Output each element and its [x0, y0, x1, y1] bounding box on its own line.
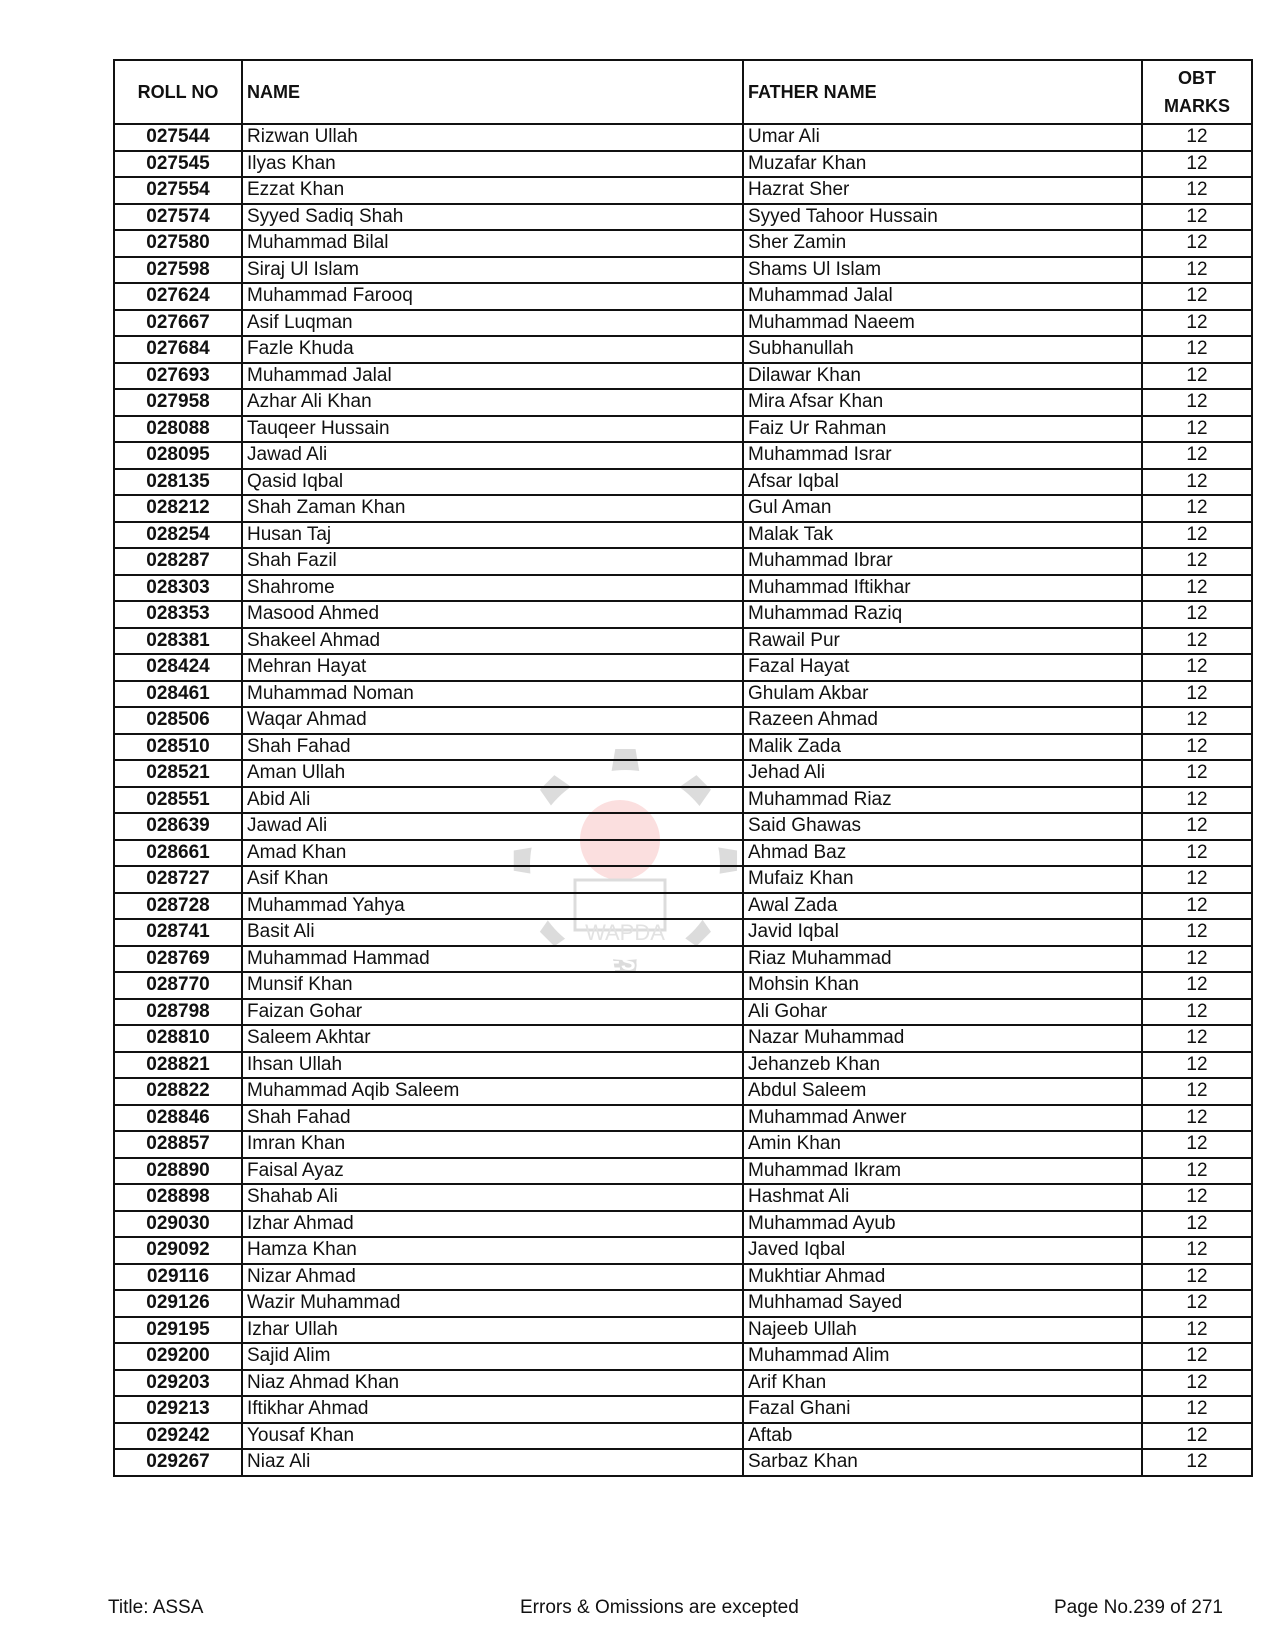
roll-no-cell: 029267 — [114, 1449, 242, 1476]
roll-no-cell: 028287 — [114, 548, 242, 575]
table-row — [114, 1370, 1252, 1397]
obt-marks-cell: 12 — [1142, 1370, 1252, 1397]
name-cell: Muhammad Aqib Saleem — [242, 1078, 743, 1105]
roll-no-cell: 027598 — [114, 257, 242, 284]
table-row — [114, 363, 1252, 390]
roll-no-cell: 028088 — [114, 416, 242, 443]
name-cell: Syyed Sadiq Shah — [242, 204, 743, 231]
roll-no-cell: 028770 — [114, 972, 242, 999]
roll-no-cell: 029126 — [114, 1290, 242, 1317]
table-row — [114, 416, 1252, 443]
father-name-cell: Muhammad Naeem — [743, 310, 1142, 337]
table-row — [114, 522, 1252, 549]
name-cell: Amad Khan — [242, 840, 743, 867]
table-row — [114, 257, 1252, 284]
obt-marks-cell: 12 — [1142, 177, 1252, 204]
roll-no-cell: 027624 — [114, 283, 242, 310]
obt-marks-cell: 12 — [1142, 230, 1252, 257]
father-name-cell: Jehanzeb Khan — [743, 1052, 1142, 1079]
obt-marks-cell: 12 — [1142, 654, 1252, 681]
father-name-cell: Afsar Iqbal — [743, 469, 1142, 496]
obt-marks-cell: 12 — [1142, 310, 1252, 337]
table-row — [114, 575, 1252, 602]
roll-no-cell: 028521 — [114, 760, 242, 787]
name-cell: Imran Khan — [242, 1131, 743, 1158]
father-name-cell: Muhammad Ikram — [743, 1158, 1142, 1185]
name-cell: Shakeel Ahmad — [242, 628, 743, 655]
obt-marks-cell: 12 — [1142, 972, 1252, 999]
table-row — [114, 469, 1252, 496]
roll-no-cell: 028510 — [114, 734, 242, 761]
table-row — [114, 1211, 1252, 1238]
table-row — [114, 1184, 1252, 1211]
roll-no-cell: 027545 — [114, 151, 242, 178]
father-name-cell: Gul Aman — [743, 495, 1142, 522]
father-name-cell: Nazar Muhammad — [743, 1025, 1142, 1052]
table-row — [114, 601, 1252, 628]
name-cell: Rizwan Ullah — [242, 124, 743, 151]
table-row — [114, 734, 1252, 761]
father-name-cell: Said Ghawas — [743, 813, 1142, 840]
name-cell: Niaz Ali — [242, 1449, 743, 1476]
father-name-cell: Amin Khan — [743, 1131, 1142, 1158]
obt-marks-cell: 12 — [1142, 681, 1252, 708]
name-cell: Abid Ali — [242, 787, 743, 814]
father-name-cell: Razeen Ahmad — [743, 707, 1142, 734]
table-row — [114, 1105, 1252, 1132]
roll-no-cell: 027574 — [114, 204, 242, 231]
father-name-cell: Malik Zada — [743, 734, 1142, 761]
name-cell: Muhammad Noman — [242, 681, 743, 708]
name-cell: Yousaf Khan — [242, 1423, 743, 1450]
name-cell: Ezzat Khan — [242, 177, 743, 204]
name-cell: Faisal Ayaz — [242, 1158, 743, 1185]
table-row — [114, 230, 1252, 257]
obt-marks-cell: 12 — [1142, 522, 1252, 549]
roll-no-cell: 029195 — [114, 1317, 242, 1344]
obt-marks-cell: 12 — [1142, 283, 1252, 310]
watermark-pesco: PESCO — [591, 950, 669, 975]
roll-no-cell: 028461 — [114, 681, 242, 708]
father-name-cell: Sarbaz Khan — [743, 1449, 1142, 1476]
father-name-cell: Riaz Muhammad — [743, 946, 1142, 973]
table-row — [114, 1078, 1252, 1105]
obt-marks-cell: 12 — [1142, 999, 1252, 1026]
name-cell: Siraj Ul Islam — [242, 257, 743, 284]
table-header-row — [114, 60, 1252, 124]
table-row — [114, 628, 1252, 655]
name-cell: Muhammad Bilal — [242, 230, 743, 257]
table-row — [114, 1025, 1252, 1052]
watermark-wapda: WAPDA — [585, 920, 665, 945]
father-name-cell: Rawail Pur — [743, 628, 1142, 655]
father-name-cell: Javid Iqbal — [743, 919, 1142, 946]
name-cell: Saleem Akhtar — [242, 1025, 743, 1052]
father-name-cell: Ghulam Akbar — [743, 681, 1142, 708]
table-row — [114, 1449, 1252, 1476]
roll-no-cell: 028857 — [114, 1131, 242, 1158]
name-cell: Shah Fahad — [242, 1105, 743, 1132]
roll-no-cell: 028551 — [114, 787, 242, 814]
roll-no-cell: 029030 — [114, 1211, 242, 1238]
name-cell: Muhammad Jalal — [242, 363, 743, 390]
roll-no-cell: 028798 — [114, 999, 242, 1026]
table-row — [114, 1131, 1252, 1158]
table-row — [114, 946, 1252, 973]
father-name-cell: Mukhtiar Ahmad — [743, 1264, 1142, 1291]
table-row — [114, 389, 1252, 416]
father-name-cell: Muhammad Israr — [743, 442, 1142, 469]
roll-no-cell: 028424 — [114, 654, 242, 681]
obt-marks-cell: 12 — [1142, 416, 1252, 443]
obt-marks-cell: 12 — [1142, 1184, 1252, 1211]
name-cell: Waqar Ahmad — [242, 707, 743, 734]
table-row — [114, 1237, 1252, 1264]
father-name-cell: Muhammad Ayub — [743, 1211, 1142, 1238]
roll-no-cell: 027958 — [114, 389, 242, 416]
roll-no-cell: 028728 — [114, 893, 242, 920]
roll-no-cell: 028135 — [114, 469, 242, 496]
obt-marks-cell: 12 — [1142, 1052, 1252, 1079]
name-cell: Ihsan Ullah — [242, 1052, 743, 1079]
table-row — [114, 1423, 1252, 1450]
table-row — [114, 760, 1252, 787]
header-obt-marks — [1142, 60, 1252, 124]
name-cell: Muhammad Farooq — [242, 283, 743, 310]
father-name-cell: Muhammad Anwer — [743, 1105, 1142, 1132]
table-row — [114, 787, 1252, 814]
name-cell: Husan Taj — [242, 522, 743, 549]
father-name-cell: Muhammad Jalal — [743, 283, 1142, 310]
roll-no-cell: 029092 — [114, 1237, 242, 1264]
father-name-cell: Malak Tak — [743, 522, 1142, 549]
obt-marks-cell: 12 — [1142, 1025, 1252, 1052]
roll-no-cell: 027580 — [114, 230, 242, 257]
father-name-cell: Muhhamad Sayed — [743, 1290, 1142, 1317]
page-footer — [108, 1597, 1223, 1621]
table-row — [114, 1343, 1252, 1370]
name-cell: Qasid Iqbal — [242, 469, 743, 496]
father-name-cell: Shams Ul Islam — [743, 257, 1142, 284]
father-name-cell: Muhammad Raziq — [743, 601, 1142, 628]
table-row — [114, 177, 1252, 204]
table-row — [114, 442, 1252, 469]
obt-marks-cell: 12 — [1142, 336, 1252, 363]
obt-marks-cell: 12 — [1142, 893, 1252, 920]
obt-marks-cell: 12 — [1142, 1317, 1252, 1344]
father-name-cell: Muhammad Iftikhar — [743, 575, 1142, 602]
roll-no-cell: 027693 — [114, 363, 242, 390]
roll-no-cell: 028639 — [114, 813, 242, 840]
name-cell: Ilyas Khan — [242, 151, 743, 178]
name-cell: Fazle Khuda — [242, 336, 743, 363]
father-name-cell: Subhanullah — [743, 336, 1142, 363]
header-father-name: FATHER NAME — [743, 60, 1142, 124]
father-name-cell: Muhammad Alim — [743, 1343, 1142, 1370]
obt-marks-cell: 12 — [1142, 813, 1252, 840]
table-row — [114, 548, 1252, 575]
roll-no-cell: 028769 — [114, 946, 242, 973]
table-row — [114, 336, 1252, 363]
name-cell: Shah Fahad — [242, 734, 743, 761]
father-name-cell: Muzafar Khan — [743, 151, 1142, 178]
roll-no-cell: 029116 — [114, 1264, 242, 1291]
table-row — [114, 283, 1252, 310]
obt-marks-cell: 12 — [1142, 1343, 1252, 1370]
father-name-cell: Mira Afsar Khan — [743, 389, 1142, 416]
obt-marks-cell: 12 — [1142, 1211, 1252, 1238]
obt-marks-cell: 12 — [1142, 707, 1252, 734]
table-row — [114, 204, 1252, 231]
roll-no-cell: 028898 — [114, 1184, 242, 1211]
father-name-cell: Javed Iqbal — [743, 1237, 1142, 1264]
table-row — [114, 840, 1252, 867]
table-row — [114, 495, 1252, 522]
results-table — [113, 59, 1253, 1477]
roll-no-cell: 028506 — [114, 707, 242, 734]
header-name: NAME — [242, 60, 743, 124]
obt-marks-cell: 12 — [1142, 1105, 1252, 1132]
obt-marks-cell: 12 — [1142, 866, 1252, 893]
name-cell: Hamza Khan — [242, 1237, 743, 1264]
name-cell: Aman Ullah — [242, 760, 743, 787]
name-cell: Azhar Ali Khan — [242, 389, 743, 416]
name-cell: Mehran Hayat — [242, 654, 743, 681]
roll-no-cell: 028353 — [114, 601, 242, 628]
obt-marks-cell: 12 — [1142, 495, 1252, 522]
name-cell: Izhar Ahmad — [242, 1211, 743, 1238]
name-cell: Shahab Ali — [242, 1184, 743, 1211]
father-name-cell: Arif Khan — [743, 1370, 1142, 1397]
roll-no-cell: 027684 — [114, 336, 242, 363]
obt-marks-cell: 12 — [1142, 204, 1252, 231]
table-row — [114, 681, 1252, 708]
roll-no-cell: 028095 — [114, 442, 242, 469]
roll-no-cell: 028254 — [114, 522, 242, 549]
footer-title: Title: ASSA — [108, 1597, 204, 1618]
obt-marks-cell: 12 — [1142, 946, 1252, 973]
table-row — [114, 972, 1252, 999]
table-row — [114, 866, 1252, 893]
roll-no-cell: 029203 — [114, 1370, 242, 1397]
obt-marks-cell: 12 — [1142, 1158, 1252, 1185]
father-name-cell: Hashmat Ali — [743, 1184, 1142, 1211]
name-cell: Sajid Alim — [242, 1343, 743, 1370]
obt-marks-cell: 12 — [1142, 1078, 1252, 1105]
roll-no-cell: 027554 — [114, 177, 242, 204]
name-cell: Muhammad Yahya — [242, 893, 743, 920]
header-obt-marks-line2: MARKS — [1164, 96, 1230, 116]
obt-marks-cell: 12 — [1142, 151, 1252, 178]
roll-no-cell: 029242 — [114, 1423, 242, 1450]
father-name-cell: Mohsin Khan — [743, 972, 1142, 999]
table-body — [114, 124, 1252, 1476]
name-cell: Wazir Muhammad — [242, 1290, 743, 1317]
father-name-cell: Muhammad Ibrar — [743, 548, 1142, 575]
father-name-cell: Fazal Ghani — [743, 1396, 1142, 1423]
name-cell: Niaz Ahmad Khan — [242, 1370, 743, 1397]
name-cell: Jawad Ali — [242, 813, 743, 840]
header-roll-no: ROLL NO — [114, 60, 242, 124]
obt-marks-cell: 12 — [1142, 575, 1252, 602]
obt-marks-cell: 12 — [1142, 469, 1252, 496]
father-name-cell: Sher Zamin — [743, 230, 1142, 257]
table-row — [114, 999, 1252, 1026]
name-cell: Iftikhar Ahmad — [242, 1396, 743, 1423]
obt-marks-cell: 12 — [1142, 760, 1252, 787]
father-name-cell: Syyed Tahoor Hussain — [743, 204, 1142, 231]
roll-no-cell: 028741 — [114, 919, 242, 946]
roll-no-cell: 027544 — [114, 124, 242, 151]
roll-no-cell: 028212 — [114, 495, 242, 522]
table-row — [114, 654, 1252, 681]
obt-marks-cell: 12 — [1142, 124, 1252, 151]
obt-marks-cell: 12 — [1142, 548, 1252, 575]
name-cell: Shah Zaman Khan — [242, 495, 743, 522]
name-cell: Shah Fazil — [242, 548, 743, 575]
obt-marks-cell: 12 — [1142, 1237, 1252, 1264]
obt-marks-cell: 12 — [1142, 442, 1252, 469]
obt-marks-cell: 12 — [1142, 363, 1252, 390]
roll-no-cell: 028822 — [114, 1078, 242, 1105]
table-row — [114, 919, 1252, 946]
roll-no-cell: 028890 — [114, 1158, 242, 1185]
name-cell: Masood Ahmed — [242, 601, 743, 628]
name-cell: Tauqeer Hussain — [242, 416, 743, 443]
obt-marks-cell: 12 — [1142, 734, 1252, 761]
name-cell: Faizan Gohar — [242, 999, 743, 1026]
table-row — [114, 813, 1252, 840]
father-name-cell: Faiz Ur Rahman — [743, 416, 1142, 443]
name-cell: Muhammad Hammad — [242, 946, 743, 973]
obt-marks-cell: 12 — [1142, 628, 1252, 655]
obt-marks-cell: 12 — [1142, 1449, 1252, 1476]
footer-page-number: Page No.239 of 271 — [1053, 1597, 1223, 1618]
obt-marks-cell: 12 — [1142, 787, 1252, 814]
table-row — [114, 1317, 1252, 1344]
obt-marks-cell: 12 — [1142, 601, 1252, 628]
name-cell: Basit Ali — [242, 919, 743, 946]
obt-marks-cell: 12 — [1142, 840, 1252, 867]
name-cell: Asif Khan — [242, 866, 743, 893]
obt-marks-cell: 12 — [1142, 1396, 1252, 1423]
name-cell: Nizar Ahmad — [242, 1264, 743, 1291]
father-name-cell: Aftab — [743, 1423, 1142, 1450]
obt-marks-cell: 12 — [1142, 1290, 1252, 1317]
father-name-cell: Dilawar Khan — [743, 363, 1142, 390]
table-row — [114, 1052, 1252, 1079]
header-obt-marks-line1: OBT — [1178, 68, 1216, 88]
father-name-cell: Muhammad Riaz — [743, 787, 1142, 814]
table-row — [114, 1396, 1252, 1423]
roll-no-cell: 028810 — [114, 1025, 242, 1052]
father-name-cell: Najeeb Ullah — [743, 1317, 1142, 1344]
name-cell: Munsif Khan — [242, 972, 743, 999]
father-name-cell: Ali Gohar — [743, 999, 1142, 1026]
roll-no-cell: 028727 — [114, 866, 242, 893]
obt-marks-cell: 12 — [1142, 389, 1252, 416]
father-name-cell: Jehad Ali — [743, 760, 1142, 787]
roll-no-cell: 028303 — [114, 575, 242, 602]
roll-no-cell: 029213 — [114, 1396, 242, 1423]
father-name-cell: Hazrat Sher — [743, 177, 1142, 204]
roll-no-cell: 028381 — [114, 628, 242, 655]
obt-marks-cell: 12 — [1142, 1264, 1252, 1291]
father-name-cell: Abdul Saleem — [743, 1078, 1142, 1105]
table-row — [114, 1290, 1252, 1317]
father-name-cell: Umar Ali — [743, 124, 1142, 151]
obt-marks-cell: 12 — [1142, 257, 1252, 284]
name-cell: Jawad Ali — [242, 442, 743, 469]
table-row — [114, 893, 1252, 920]
table-row — [114, 310, 1252, 337]
father-name-cell: Mufaiz Khan — [743, 866, 1142, 893]
footer-note: Errors & Omissions are excepted — [520, 1597, 799, 1618]
name-cell: Izhar Ullah — [242, 1317, 743, 1344]
table-row — [114, 1158, 1252, 1185]
obt-marks-cell: 12 — [1142, 919, 1252, 946]
roll-no-cell: 029200 — [114, 1343, 242, 1370]
roll-no-cell: 027667 — [114, 310, 242, 337]
table-row — [114, 151, 1252, 178]
name-cell: Shahrome — [242, 575, 743, 602]
roll-no-cell: 028846 — [114, 1105, 242, 1132]
father-name-cell: Fazal Hayat — [743, 654, 1142, 681]
table-row — [114, 707, 1252, 734]
roll-no-cell: 028821 — [114, 1052, 242, 1079]
father-name-cell: Ahmad Baz — [743, 840, 1142, 867]
obt-marks-cell: 12 — [1142, 1423, 1252, 1450]
name-cell: Asif Luqman — [242, 310, 743, 337]
table-row — [114, 124, 1252, 151]
table-row — [114, 1264, 1252, 1291]
roll-no-cell: 028661 — [114, 840, 242, 867]
father-name-cell: Awal Zada — [743, 893, 1142, 920]
obt-marks-cell: 12 — [1142, 1131, 1252, 1158]
